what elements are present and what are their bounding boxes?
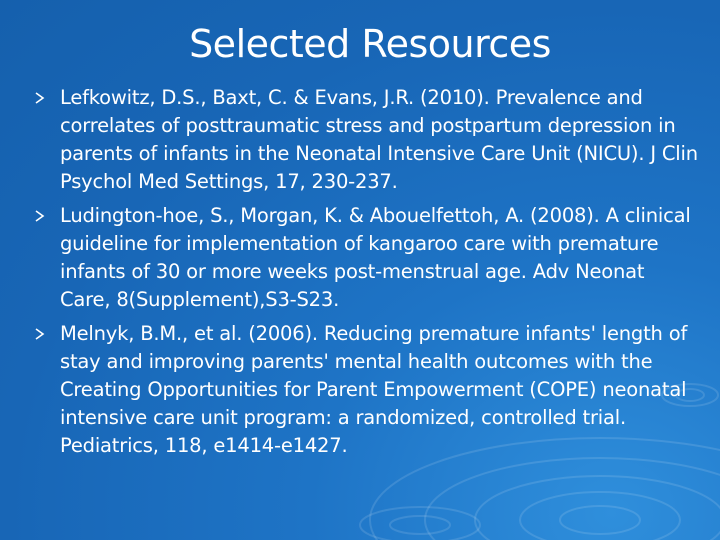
reference-item	[30, 202, 698, 314]
arrow-bullet-icon	[32, 85, 48, 109]
arrow-bullet-icon	[32, 321, 48, 345]
reference-item	[30, 320, 698, 460]
slide-title: Selected Resources	[189, 22, 551, 66]
reference-text: Melnyk, B.M., et al. (2006). Reducing premature infants' length of stay and improving parents' mental health outcomes with the Creating Opportunities for Parent Empowerment (COPE) neonatal intensive care unit program: a randomized, controlled trial. Pediatrics, 118, e1414-e1427.	[60, 322, 688, 457]
reference-item	[30, 84, 698, 196]
arrow-bullet-icon	[32, 203, 48, 227]
reference-text: Lefkowitz, D.S., Baxt, C. & Evans, J.R. (2010). Prevalence and correlates of posttraumatic stress and postpartum depression in parents of infants in the Neonatal Intensive Care Unit (NICU). J Clin Psychol Med Settings, 17, 230-237.	[60, 86, 698, 193]
reference-text: Ludington-hoe, S., Morgan, K. & Abouelfettoh, A. (2008). A clinical guideline for implementation of kangaroo care with premature infants of 30 or more weeks post-menstrual age. Adv Neonat Care, 8(Supplement),S3-S23.	[60, 204, 691, 311]
reference-list	[30, 84, 698, 466]
